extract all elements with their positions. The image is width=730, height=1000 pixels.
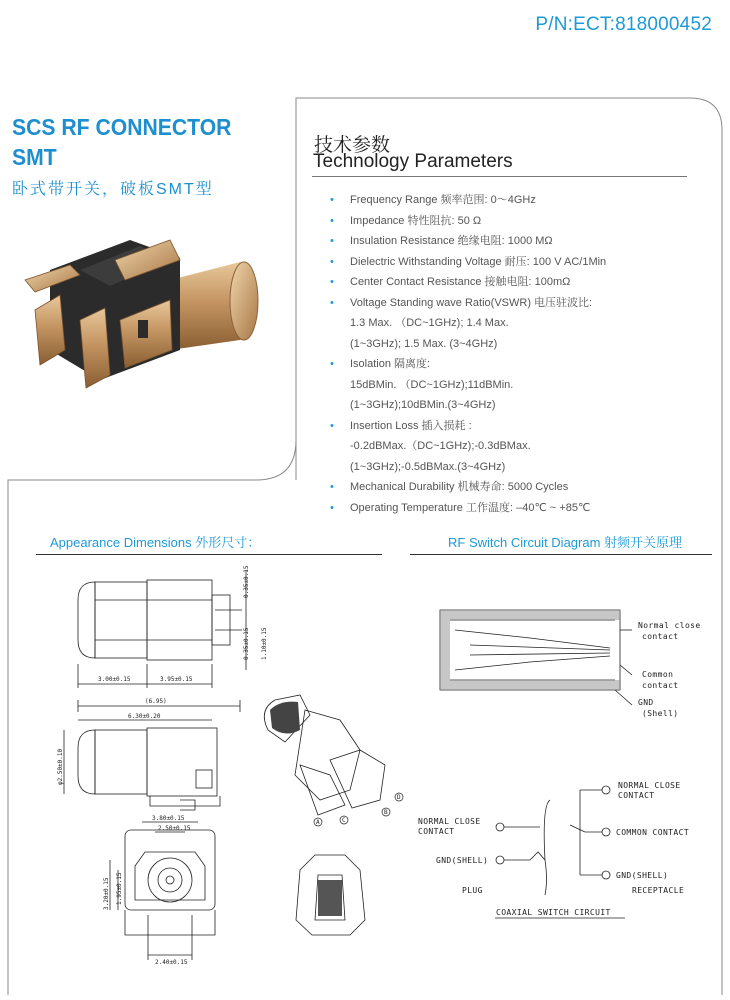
appearance-divider [36,554,382,555]
spec-item [330,293,710,355]
spec-item [330,477,710,498]
label-gnd-left: GND(SHELL) [436,856,489,865]
spec-item [330,498,710,519]
label-common-right: COMMON CONTACT [616,828,690,837]
appearance-title: Appearance Dimensions 外形尺寸： [50,535,261,550]
bullet-icon: • [330,358,334,370]
dim-380: 3.80±0.15 [152,815,185,822]
dim-320: 3.20±0.15 [103,877,110,910]
dim-630: 6.30±0.20 [128,713,161,720]
label-common-1: Common [642,670,674,679]
dim-035-top: 0.35±0.15 [243,565,250,598]
spec-line: Isolation 隔离度: [350,358,431,370]
circuit-divider [410,554,712,555]
label-gnd-2: (Shell) [642,709,679,718]
spec-line: (1~3GHz);10dBMin.(3~4GHz) [350,399,496,411]
circuit-diagrams [410,560,720,1000]
bullet-icon: • [330,296,334,309]
bullet-icon: • [330,481,334,493]
product-title [12,112,231,172]
spec-item [330,354,710,416]
spec-item [330,272,710,293]
label-receptacle: RECEPTACLE [632,886,685,895]
spec-line: Insertion Loss 插入损耗 : [350,419,472,432]
product-title-line2: SMT [12,144,57,170]
spec-line: Frequency Range 频率范围: 0～4GHz [350,194,536,206]
callout-b: B [384,809,388,816]
spec-item [330,190,710,211]
spec-line: 15dBMin. （DC~1GHz);11dBMin. [350,378,514,391]
dim-240: 2.40±0.15 [155,959,188,966]
dim-250-dia: φ2.50±0.10 [57,748,64,785]
spec-line: (1~3GHz); 1.5 Max. (3~4GHz) [350,337,498,350]
connector-photo [20,200,270,400]
spec-line: Center Contact Resistance 接触电阻: 100mΩ [350,276,571,288]
product-title-line1: SCS RF CONNECTOR [12,114,232,140]
label-plug: PLUG [462,886,483,895]
tech-params-title-cn: 技术参数 [314,135,391,156]
label-nc-right-2: CONTACT [618,791,655,800]
spec-item [330,252,710,273]
part-number: P/N:ECT:818000452 [535,14,712,35]
dim-300: 3.00±0.15 [98,676,131,683]
bullet-icon: • [330,276,334,288]
label-gnd-right: GND(SHELL) [616,871,669,880]
label-nc-right-1: NORMAL CLOSE [618,781,681,790]
bullet-icon: • [330,501,334,514]
bullet-icon: • [330,255,334,268]
spec-line: Voltage Standing wave Ratio(VSWR) 电压驻波比: [350,296,593,309]
bullet-icon: • [330,235,334,247]
bullet-icon: • [330,194,334,206]
tech-params-divider [312,176,687,177]
dim-395: 3.95±0.15 [160,676,193,683]
callout-a: A [316,819,320,826]
spec-line: Dielectric Withstanding Voltage 耐压: 100 V AC/1Min [350,255,607,268]
label-nc-left-2: CONTACT [418,827,455,836]
spec-line: Mechanical Durability 机械寿命: 5000 Cycles [350,481,569,493]
dim-035-bot: 0.35±0.15 [243,627,250,660]
spec-line: Impedance 特性阻抗: 50 Ω [350,214,482,227]
spec-line: Insulation Resistance 绝缘电阻: 1000 MΩ [350,235,553,247]
tech-params-title-en: Technology Parameters [313,151,513,172]
label-normal-close-2: contact [642,632,679,641]
dim-250: 2.50±0.15 [158,825,191,832]
bullet-icon: • [330,419,334,432]
spec-list [330,190,710,518]
label-common-2: contact [642,681,679,690]
spec-item [330,231,710,252]
product-subtitle: 卧式带开关，破板SMT型 [12,181,214,198]
spec-line: Operating Temperature 工作温度: –40℃ ~ +85℃ [350,501,591,514]
callout-c: C [342,817,346,824]
spec-line: -0.2dBMax.（DC~1GHz);-0.3dBMax. [350,440,531,452]
callout-d: D [397,794,401,801]
spec-item [330,416,710,478]
circuit-caption: COAXIAL SWITCH CIRCUIT [496,908,611,917]
dimension-drawings [0,560,420,1000]
spec-item [330,211,710,232]
dim-110: 1.10±0.15 [261,627,268,660]
bullet-icon: • [330,214,334,227]
dim-695: (6.95) [145,698,167,705]
spec-line: (1~3GHz);-0.5dBMax.(3~4GHz) [350,460,506,473]
label-normal-close-1: Normal close [638,621,701,630]
dim-195: 1.95±0.15 [116,872,123,905]
label-gnd-1: GND [638,698,654,707]
circuit-title: RF Switch Circuit Diagram 射频开关原理 [448,535,683,550]
label-nc-left-1: NORMAL CLOSE [418,817,481,826]
spec-line: 1.3 Max. （DC~1GHz); 1.4 Max. [350,317,509,329]
